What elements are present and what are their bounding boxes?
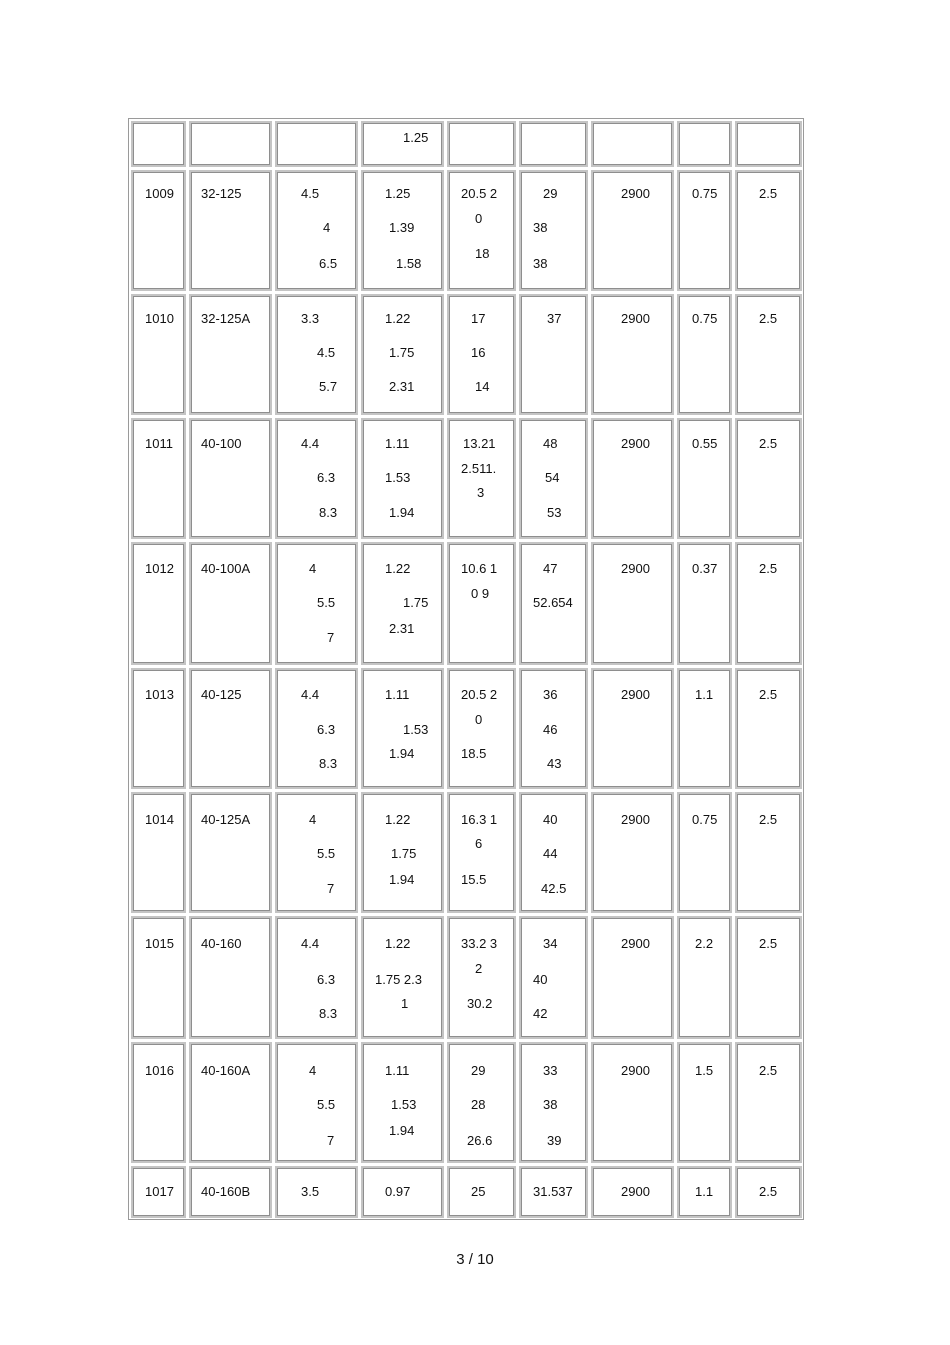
speed-value: 2900	[621, 936, 650, 951]
table-cell	[677, 542, 732, 665]
eff-value: 33	[543, 1063, 558, 1078]
head-value: 18.5	[461, 746, 487, 761]
rate-value: 1.75	[391, 846, 417, 861]
head-value: 33.2 3	[461, 936, 498, 951]
table-cell	[361, 121, 444, 167]
flow-value: 4	[309, 812, 317, 827]
rate-value: 1.94	[389, 505, 415, 520]
table-cell	[447, 1166, 516, 1218]
eff-value: 38	[533, 256, 548, 271]
flow-value: 8.3	[319, 505, 338, 520]
table-cell	[131, 294, 186, 415]
flow-value: 4	[309, 1063, 317, 1078]
table-cell	[735, 121, 802, 167]
table-cell	[131, 668, 186, 789]
rate-value: 1.22	[385, 561, 411, 576]
model: 32-125A	[201, 311, 251, 326]
rate-value: 1.22	[385, 812, 411, 827]
table-cell	[189, 916, 272, 1039]
table-cell	[519, 294, 588, 415]
table-cell	[189, 121, 272, 167]
flow-value: 4.4	[301, 936, 320, 951]
npsh-value: 2.5	[759, 561, 778, 576]
head-value: 28	[471, 1097, 486, 1112]
page-number: 3 / 10	[456, 1251, 494, 1268]
flow-value: 5.7	[319, 379, 338, 394]
head-value: 0	[475, 712, 483, 727]
head-value: 25	[471, 1184, 486, 1199]
table-cell	[677, 1042, 732, 1163]
flow-value: 8.3	[319, 1006, 338, 1021]
table-cell	[677, 294, 732, 415]
table-cell	[447, 121, 516, 167]
flow-value: 6.5	[319, 256, 338, 271]
pump-data-table	[128, 118, 804, 1220]
table-cell	[447, 294, 516, 415]
eff-value: 44	[543, 846, 558, 861]
table-cell	[361, 418, 444, 539]
flow-value: 7	[327, 1133, 335, 1148]
speed-value: 2900	[621, 436, 650, 451]
table-cell	[591, 294, 674, 415]
flow-value: 4.5	[301, 186, 320, 201]
table-cell	[591, 121, 674, 167]
speed-value: 2900	[621, 812, 650, 827]
table-cell	[361, 792, 444, 913]
eff-value: 43	[547, 756, 562, 771]
table-cell	[189, 1042, 272, 1163]
table-cell	[677, 1166, 732, 1218]
eff-value: 48	[543, 436, 558, 451]
eff-value: 36	[543, 687, 558, 702]
flow-value: 5.5	[317, 595, 336, 610]
table-cell	[189, 668, 272, 789]
npsh-value: 2.5	[759, 186, 778, 201]
rate-value: 1.22	[385, 936, 411, 951]
rate-value: 1.22	[385, 311, 411, 326]
table-cell	[361, 916, 444, 1039]
npsh-value: 2.5	[759, 1184, 778, 1199]
npsh-value: 2.5	[759, 1063, 778, 1078]
table-cell	[189, 792, 272, 913]
eff-value: 42	[533, 1006, 548, 1021]
flow-value: 7	[327, 881, 335, 896]
npsh-value: 2.5	[759, 687, 778, 702]
table-cell	[189, 418, 272, 539]
flow-value: 5.5	[317, 1097, 336, 1112]
cell-value: 1.25	[403, 130, 429, 145]
table-cell	[519, 170, 588, 291]
table-cell	[131, 170, 186, 291]
rate-value: 1.94	[389, 746, 415, 761]
table-cell	[519, 121, 588, 167]
table-cell	[735, 668, 802, 789]
model: 40-100A	[201, 561, 251, 576]
eff-value: 31.537	[533, 1184, 573, 1199]
row-id: 1013	[145, 687, 174, 702]
flow-value: 3.3	[301, 311, 320, 326]
table-cell	[677, 792, 732, 913]
table-cell	[591, 916, 674, 1039]
head-value: 0 9	[471, 586, 490, 601]
table-cell	[189, 170, 272, 291]
eff-value: 39	[547, 1133, 562, 1148]
table-cell	[591, 170, 674, 291]
table-cell	[189, 294, 272, 415]
table-cell	[519, 1166, 588, 1218]
head-value: 2	[475, 961, 483, 976]
flow-value: 6.3	[317, 972, 336, 987]
speed-value: 2900	[621, 1063, 650, 1078]
row-id: 1015	[145, 936, 174, 951]
rate-value: 2.31	[389, 379, 415, 394]
table-cell	[447, 1042, 516, 1163]
table-cell	[519, 542, 588, 665]
model: 32-125	[201, 186, 242, 201]
rate-value: 1.53	[391, 1097, 417, 1112]
npsh-value: 2.5	[759, 436, 778, 451]
table-cell	[591, 1166, 674, 1218]
head-value: 16	[471, 345, 486, 360]
head-value: 29	[471, 1063, 486, 1078]
flow-value: 4.5	[317, 345, 336, 360]
head-value: 2.511.	[461, 461, 497, 476]
table-cell	[361, 170, 444, 291]
flow-value: 8.3	[319, 756, 338, 771]
table-cell	[447, 542, 516, 665]
table-cell	[591, 668, 674, 789]
table-cell	[591, 792, 674, 913]
flow-value: 6.3	[317, 722, 336, 737]
rate-value: 1.11	[385, 1063, 410, 1078]
head-value: 16.3 1	[461, 812, 498, 827]
table-cell	[447, 170, 516, 291]
rate-value: 1.11	[385, 436, 410, 451]
head-value: 17	[471, 311, 486, 326]
power-value: 1.5	[695, 1063, 714, 1078]
rate-value: 2.31	[389, 621, 415, 636]
rate-value: 1.94	[389, 1123, 415, 1138]
speed-value: 2900	[621, 687, 650, 702]
table-cell	[677, 170, 732, 291]
head-value: 0	[475, 211, 483, 226]
rate-value: 1.53	[385, 470, 411, 485]
row-id: 1016	[145, 1063, 174, 1078]
model: 40-125A	[201, 812, 251, 827]
table-cell	[677, 668, 732, 789]
eff-value: 42.5	[541, 881, 567, 896]
eff-value: 53	[547, 505, 562, 520]
table-cell	[361, 294, 444, 415]
eff-value: 34	[543, 936, 558, 951]
table-cell	[735, 916, 802, 1039]
rate-value: 1.75 2.3	[375, 972, 422, 987]
table-cell	[591, 418, 674, 539]
table-cell	[275, 418, 358, 539]
power-value: 0.55	[692, 436, 718, 451]
npsh-value: 2.5	[759, 936, 778, 951]
table-cell	[677, 418, 732, 539]
table-cell	[361, 1166, 444, 1218]
table-cell	[735, 1042, 802, 1163]
power-value: 0.75	[692, 311, 718, 326]
row-id: 1014	[145, 812, 174, 827]
flow-value: 6.3	[317, 470, 336, 485]
power-value: 1.1	[695, 1184, 714, 1199]
flow-value: 4	[323, 220, 331, 235]
head-value: 14	[475, 379, 490, 394]
rate-value: 1.75	[403, 595, 429, 610]
table-cell	[131, 916, 186, 1039]
rate-value: 1.53	[403, 722, 429, 737]
table-cell	[447, 916, 516, 1039]
model: 40-160B	[201, 1184, 251, 1199]
table-cell	[677, 916, 732, 1039]
rate-value: 1.11	[385, 687, 410, 702]
rate-value: 1.58	[396, 256, 422, 271]
model: 40-125	[201, 687, 242, 702]
rate-value: 1.39	[389, 220, 415, 235]
eff-value: 38	[543, 1097, 558, 1112]
table-cell	[447, 668, 516, 789]
head-value: 10.6 1	[461, 561, 498, 576]
table-cell	[131, 121, 186, 167]
head-value: 6	[475, 836, 483, 851]
table-cell	[131, 1166, 186, 1218]
rate-value: 1.75	[389, 345, 415, 360]
power-value: 0.75	[692, 812, 718, 827]
head-value: 18	[475, 246, 490, 261]
table-cell	[131, 418, 186, 539]
table-cell	[189, 1166, 272, 1218]
row-id: 1011	[145, 436, 173, 451]
table-cell	[677, 121, 732, 167]
head-value: 30.2	[467, 996, 493, 1011]
rate-value: 1	[401, 996, 409, 1011]
npsh-value: 2.5	[759, 311, 778, 326]
row-id: 1010	[145, 311, 174, 326]
head-value: 15.5	[461, 872, 487, 887]
speed-value: 2900	[621, 311, 650, 326]
flow-value: 4.4	[301, 436, 320, 451]
table-cell	[275, 792, 358, 913]
table-cell	[591, 542, 674, 665]
table-cell	[735, 542, 802, 665]
rate-value: 1.25	[385, 186, 411, 201]
table-cell	[361, 668, 444, 789]
rate-value: 1.94	[389, 872, 415, 887]
eff-value: 29	[543, 186, 558, 201]
table-cell	[131, 1042, 186, 1163]
eff-value: 37	[547, 311, 562, 326]
row-id: 1009	[145, 186, 174, 201]
table-cell	[275, 1166, 358, 1218]
table-cell	[361, 1042, 444, 1163]
flow-value: 5.5	[317, 846, 336, 861]
table-cell	[275, 916, 358, 1039]
power-value: 2.2	[695, 936, 714, 951]
speed-value: 2900	[621, 561, 650, 576]
table-cell	[591, 1042, 674, 1163]
model: 40-100	[201, 436, 242, 451]
table-cell	[735, 170, 802, 291]
table-cell	[519, 792, 588, 913]
flow-value: 3.5	[301, 1184, 320, 1199]
power-value: 0.75	[692, 186, 718, 201]
flow-value: 7	[327, 630, 335, 645]
eff-value: 54	[545, 470, 560, 485]
head-value: 13.21	[463, 436, 496, 451]
table-cell	[735, 1166, 802, 1218]
table-cell	[275, 121, 358, 167]
table-cell	[275, 170, 358, 291]
head-value: 20.5 2	[461, 687, 498, 702]
row-id: 1012	[145, 561, 174, 576]
eff-value: 47	[543, 561, 558, 576]
power-value: 1.1	[695, 687, 714, 702]
model: 40-160	[201, 936, 242, 951]
table-cell	[131, 542, 186, 665]
table-cell	[131, 792, 186, 913]
speed-value: 2900	[621, 1184, 650, 1199]
table-cell	[275, 542, 358, 665]
head-value: 20.5 2	[461, 186, 498, 201]
eff-value: 40	[533, 972, 548, 987]
head-value: 26.6	[467, 1133, 493, 1148]
flow-value: 4	[309, 561, 317, 576]
eff-value: 40	[543, 812, 558, 827]
flow-value: 4.4	[301, 687, 320, 702]
table-cell	[735, 418, 802, 539]
table-cell	[275, 1042, 358, 1163]
table-cell	[361, 542, 444, 665]
row-id: 1017	[145, 1184, 174, 1199]
rate-value: 0.97	[385, 1184, 411, 1199]
eff-value: 46	[543, 722, 558, 737]
npsh-value: 2.5	[759, 812, 778, 827]
table-cell	[735, 294, 802, 415]
table-cell	[519, 668, 588, 789]
table-cell	[189, 542, 272, 665]
speed-value: 2900	[621, 186, 650, 201]
head-value: 3	[477, 485, 485, 500]
table-cell	[275, 668, 358, 789]
power-value: 0.37	[692, 561, 718, 576]
table-cell	[275, 294, 358, 415]
eff-value: 52.654	[533, 595, 573, 610]
eff-value: 38	[533, 220, 548, 235]
table-cell	[447, 418, 516, 539]
table-cell	[735, 792, 802, 913]
table-cell	[519, 916, 588, 1039]
model: 40-160A	[201, 1063, 251, 1078]
table-cell	[519, 418, 588, 539]
table-cell	[447, 792, 516, 913]
table-cell	[519, 1042, 588, 1163]
